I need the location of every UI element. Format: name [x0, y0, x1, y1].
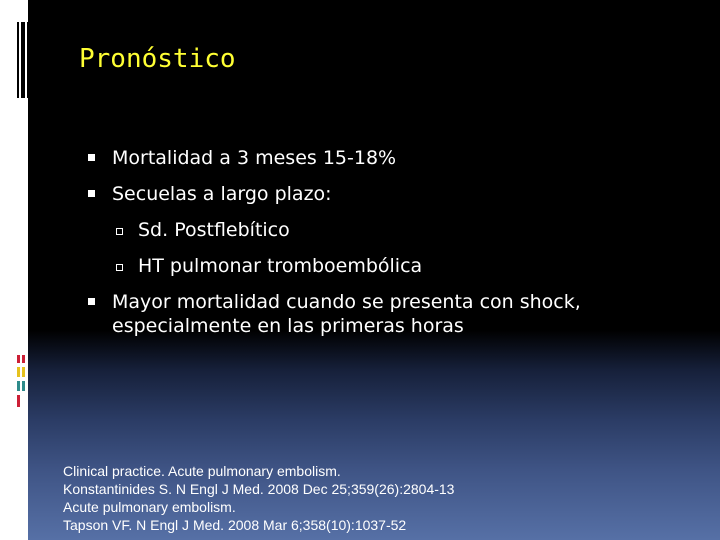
bullet-text-line-2: especialmente en las primeras horas	[112, 315, 464, 337]
bullet-list	[86, 146, 686, 350]
sub-bullet-item	[86, 218, 686, 242]
sub-bullet-text: HT pulmonar tromboembólica	[138, 255, 423, 277]
reference-line: Clinical practice. Acute pulmonary embolism.	[63, 463, 341, 479]
bullet-item	[86, 146, 686, 170]
hollow-square-bullet-icon	[116, 228, 123, 235]
references	[63, 462, 454, 534]
bullet-item	[86, 182, 686, 206]
reference-line: Tapson VF. N Engl J Med. 2008 Mar 6;358(10):1037-52	[63, 517, 407, 533]
bullet-text: Secuelas a largo plazo:	[112, 183, 332, 205]
bullet-text: Mortalidad a 3 meses 15-18%	[112, 147, 397, 169]
reference-line: Konstantinides S. N Engl J Med. 2008 Dec 25;359(26):2804-13	[63, 481, 455, 497]
reference-line: Acute pulmonary embolism.	[63, 499, 236, 515]
sub-bullet-item	[86, 254, 686, 278]
top-stripe-decoration	[17, 22, 29, 98]
square-bullet-icon	[88, 154, 95, 161]
sub-bullet-text: Sd. Postflebítico	[138, 219, 290, 241]
left-decorative-strip	[0, 0, 28, 540]
bullet-text-line-1: Mayor mortalidad cuando se presenta con shock,	[112, 291, 581, 313]
square-bullet-icon	[88, 190, 95, 197]
bullet-item	[86, 290, 686, 338]
slide-title: Pronóstico	[79, 44, 236, 74]
hollow-square-bullet-icon	[116, 264, 123, 271]
bottom-square-decoration	[16, 355, 28, 415]
square-bullet-icon	[88, 298, 95, 305]
